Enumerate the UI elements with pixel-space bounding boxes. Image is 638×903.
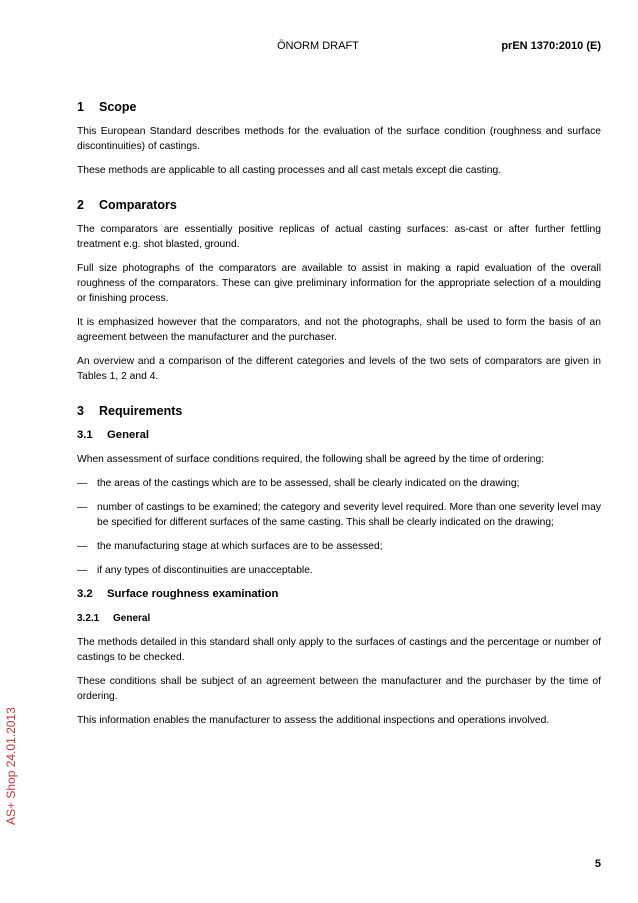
header-document-status: ÖNORM DRAFT — [277, 40, 359, 52]
header-document-id: prEN 1370:2010 (E) — [501, 40, 601, 52]
list-item — [77, 476, 601, 491]
section-3-title: Requirements — [99, 404, 183, 418]
section-3-2-1-title: General — [113, 613, 151, 624]
list-item — [77, 500, 601, 530]
section-3-2-1-heading — [77, 611, 601, 626]
section-1-paragraph: These methods are applicable to all casting processes and all cast metals except die casting. — [77, 165, 502, 176]
dash-bullet: — — [77, 502, 88, 513]
section-3-2-1-number: 3.2.1 — [77, 613, 100, 624]
list-item — [77, 563, 601, 578]
dash-bullet: — — [77, 478, 88, 489]
section-2-paragraph: An overview and a comparison of the different categories and levels of the two sets of comparators are given in Tables 1, 2 and 4. — [77, 356, 601, 382]
section-3-2-number: 3.2 — [77, 588, 93, 600]
section-3-1-title: General — [107, 429, 150, 441]
page-number: 5 — [594, 858, 601, 870]
section-3-2-heading — [77, 587, 601, 602]
list-item-text: the manufacturing stage at which surfaces are to be assessed; — [97, 541, 383, 552]
section-2-paragraph: It is emphasized however that the comparators, and not the photographs, shall be used to form the basis of an agreement between the manufacturer and the purchaser. — [77, 317, 601, 343]
list-item-text: the areas of the castings which are to be assessed, shall be clearly indicated on the drawing; — [97, 478, 520, 489]
section-3-1-number: 3.1 — [77, 429, 93, 441]
section-2-number: 2 — [77, 198, 84, 212]
section-2-paragraph: Full size photographs of the comparators are available to assist in making a rapid evaluation of the overall roughness of the comparators. These can give preliminary information for the appropriate selection of a moulding or finishing process. — [77, 263, 601, 304]
dash-bullet: — — [77, 565, 88, 576]
section-3-number: 3 — [77, 404, 84, 418]
section-2-heading — [77, 198, 601, 213]
section-1-title: Scope — [99, 100, 137, 114]
section-3-1-intro: When assessment of surface conditions required, the following shall be agreed by the time of ordering: — [77, 454, 545, 465]
list-item-text: number of castings to be examined; the category and severity level required. More than one severity level may be specified for different surfaces of the same casting. This shall be clearly indicated on the drawing; — [97, 502, 601, 528]
list-item — [77, 539, 601, 554]
section-3-2-1-paragraph: These conditions shall be subject of an agreement between the manufacturer and the purchaser by the time of ordering. — [77, 676, 601, 702]
section-3-2-title: Surface roughness examination — [107, 588, 279, 600]
list-item-text: if any types of discontinuities are unacceptable. — [97, 565, 313, 576]
section-2-title: Comparators — [99, 198, 177, 212]
section-3-2-1-paragraph: The methods detailed in this standard shall only apply to the surfaces of castings and the percentage or number of castings to be checked. — [77, 637, 601, 663]
section-3-heading — [77, 404, 601, 419]
section-2-paragraph: The comparators are essentially positive replicas of actual casting surfaces: as-cast or after further fettling treatment e.g. shot blasted, ground. — [77, 224, 601, 250]
section-1-number: 1 — [77, 100, 84, 114]
section-3-1-heading — [77, 428, 601, 443]
section-1-heading — [77, 100, 601, 115]
side-watermark: AS+ Shop 24.01.2013 — [4, 707, 18, 825]
section-3-2-1-paragraph: This information enables the manufacturer to assess the additional inspections and operations involved. — [77, 715, 550, 726]
section-1-paragraph: This European Standard describes methods for the evaluation of the surface condition (roughness and surface discontinuities) of castings. — [77, 126, 601, 152]
document-body — [77, 100, 601, 737]
dash-bullet: — — [77, 541, 88, 552]
